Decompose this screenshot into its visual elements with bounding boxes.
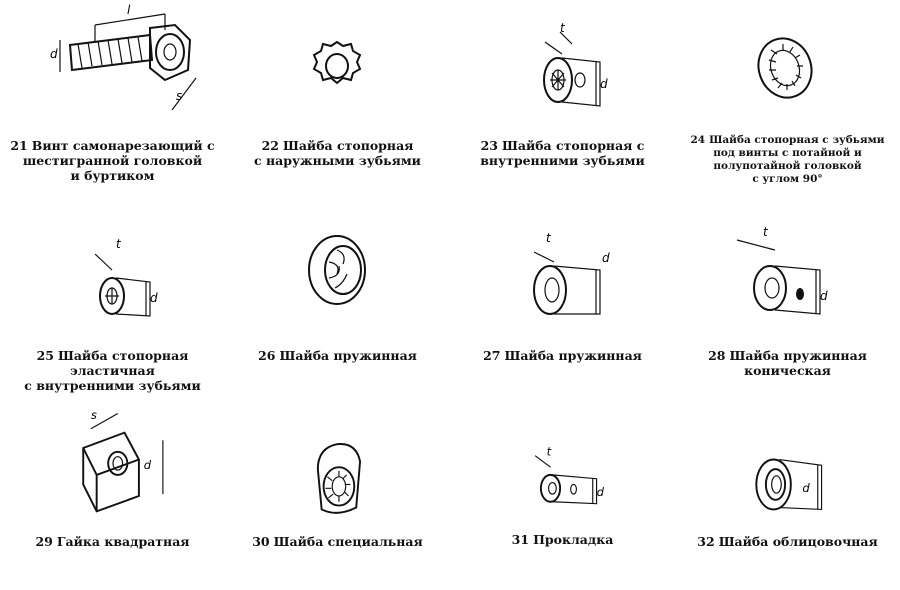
item-29 bbox=[0, 400, 225, 590]
item-caption bbox=[0, 534, 225, 549]
external-tooth-lock-washer-icon bbox=[225, 0, 450, 125]
item-label: Шайба стопорная с наружными зубьями bbox=[254, 138, 421, 168]
item-label: Шайба пружинная коническая bbox=[729, 348, 867, 378]
gasket-icon bbox=[450, 400, 675, 525]
item-number: 23 bbox=[480, 138, 498, 153]
item-caption bbox=[450, 348, 675, 363]
item-label: Гайка квадратная bbox=[56, 534, 190, 549]
item-28 bbox=[675, 210, 900, 400]
dim-d: d bbox=[150, 291, 158, 305]
item-label: Шайба стопорная с внутренними зубьями bbox=[480, 138, 645, 168]
item-label: Шайба специальная bbox=[273, 534, 423, 549]
item-number: 28 bbox=[708, 348, 726, 363]
dim-s: s bbox=[90, 408, 97, 423]
special-washer-icon bbox=[225, 400, 450, 525]
dim-t: t bbox=[116, 237, 121, 251]
elastic-lock-washer-icon bbox=[0, 210, 225, 335]
item-number: 31 bbox=[511, 532, 530, 547]
conical-spring-washer-icon bbox=[675, 210, 900, 335]
dim-d: d bbox=[600, 77, 608, 91]
countersunk-tooth-lock-washer-icon bbox=[675, 0, 900, 125]
item-31 bbox=[450, 400, 675, 590]
item-number: 26 bbox=[258, 348, 276, 363]
dim-d: d bbox=[143, 458, 152, 473]
item-label: Шайба облицовочная bbox=[718, 534, 878, 549]
self-tapping-screw-icon bbox=[0, 0, 225, 125]
item-label: Прокладка bbox=[533, 532, 614, 547]
dim-l: l bbox=[127, 3, 131, 17]
item-caption bbox=[225, 534, 450, 549]
square-nut-icon bbox=[0, 400, 225, 525]
item-number: 24 bbox=[690, 134, 706, 146]
dim-d: d bbox=[820, 289, 828, 303]
dim-d: d bbox=[802, 481, 810, 496]
item-24 bbox=[675, 0, 900, 190]
item-caption bbox=[225, 138, 450, 168]
item-number: 30 bbox=[252, 534, 270, 549]
dim-s: s bbox=[176, 89, 183, 103]
dim-t: t bbox=[560, 21, 565, 35]
item-number: 29 bbox=[35, 534, 53, 549]
dim-d: d bbox=[596, 485, 604, 499]
item-number: 32 bbox=[697, 534, 715, 549]
dim-d: d bbox=[602, 251, 610, 265]
item-label: Винт самонарезающий с шестигранной головкой и буртиком bbox=[22, 138, 215, 183]
item-caption bbox=[675, 348, 900, 378]
item-caption bbox=[225, 348, 450, 363]
item-23 bbox=[450, 0, 675, 190]
item-caption bbox=[0, 138, 225, 183]
item-caption bbox=[450, 138, 675, 168]
item-label: Шайба пружинная bbox=[504, 348, 642, 363]
item-number: 21 bbox=[10, 138, 28, 153]
item-27 bbox=[450, 210, 675, 400]
dim-t: t bbox=[763, 225, 768, 239]
dim-t: t bbox=[546, 231, 551, 245]
item-label: Шайба стопорная с зубьями под винты с потайной и полупотайной головкой с углом 90° bbox=[709, 134, 885, 185]
item-number: 22 bbox=[261, 138, 279, 153]
item-caption bbox=[450, 532, 675, 547]
dim-t: t bbox=[546, 444, 552, 459]
internal-tooth-lock-washer-icon bbox=[450, 0, 675, 125]
item-number: 27 bbox=[483, 348, 501, 363]
item-25 bbox=[0, 210, 225, 400]
item-32 bbox=[675, 400, 900, 590]
item-22 bbox=[225, 0, 450, 190]
spring-washer-icon bbox=[225, 210, 450, 335]
item-label: Шайба пружинная bbox=[279, 348, 417, 363]
dim-d: d bbox=[50, 47, 58, 61]
item-label: Шайба стопорная эластичная с внутренними зубьями bbox=[24, 348, 201, 393]
item-caption bbox=[0, 348, 225, 393]
item-caption bbox=[675, 134, 900, 186]
trim-washer-icon bbox=[675, 400, 900, 525]
split-spring-washer-icon bbox=[450, 210, 675, 335]
item-26 bbox=[225, 210, 450, 400]
item-number: 25 bbox=[36, 348, 54, 363]
item-30 bbox=[225, 400, 450, 590]
item-caption bbox=[675, 534, 900, 549]
item-21 bbox=[0, 0, 225, 190]
